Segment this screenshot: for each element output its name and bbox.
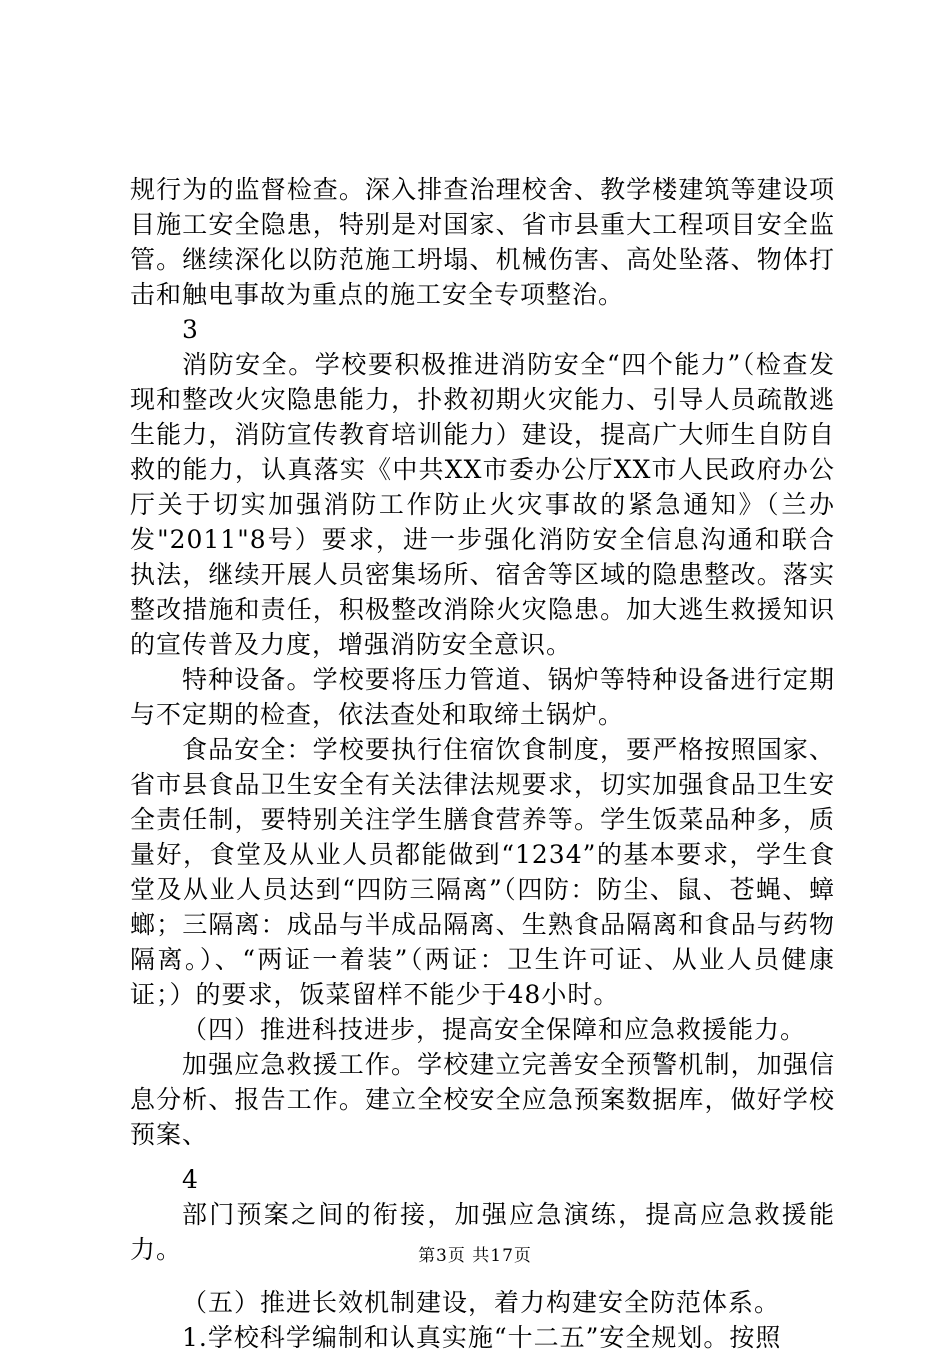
paragraph-emergency-drills: 部门预案之间的衔接，加强应急演练，提高应急救援能力。 bbox=[130, 1200, 835, 1264]
page-footer: 第3页 共17页 bbox=[418, 1246, 532, 1266]
paragraph-emergency-rescue: 加强应急救援工作。学校建立完善安全预警机制，加强信息分析、报告工作。建立全校安全应急预案数据库，做好学校预案、 bbox=[130, 1050, 835, 1149]
paragraph-food-safety: 食品安全：学校要执行住宿饮食制度，要严格按照国家、省市县食品卫生安全有关法律法规要求，切实加强食品卫生安全责任制，要特别关注学生膳食营养等。学生饭菜品种多，质量好，食堂及从业人员都能做到“1234”的基本要求，学生食堂及从业人员达到“四防三隔离”（四防：防尘、鼠、苍蝇、蟑螂；三隔离：成品与半成品隔离、生熟食品隔离和食品与药物隔离。）、“两证一着装”（两证：卫生许可证、从业人员健康证；）的要求，饭菜留样不能少于48小时。 bbox=[130, 735, 835, 1009]
document-body bbox=[130, 172, 835, 1355]
source-page-marker: 4 bbox=[182, 1165, 199, 1194]
paragraph-safety-planning: 1.学校科学编制和认真实施“十二五”安全规划。按照 bbox=[182, 1323, 782, 1352]
section-heading-4: （四）推进科技进步，提高安全保障和应急救援能力。 bbox=[182, 1015, 807, 1044]
paragraph-construction-safety: 规行为的监督检查。深入排查治理校舍、教学楼建筑等建设项目施工安全隐患，特别是对国家、省市县重大工程项目安全监管。继续深化以防范施工坍塌、机械伤害、高处坠落、物体打击和触电事故为重点的施工安全专项整治。 bbox=[130, 175, 835, 309]
paragraph-special-equipment: 特种设备。学校要将压力管道、锅炉等特种设备进行定期与不定期的检查，依法查处和取缔土锅炉。 bbox=[130, 665, 835, 729]
source-page-marker: 3 bbox=[182, 315, 199, 344]
section-heading-5: （五）推进长效机制建设，着力构建安全防范体系。 bbox=[182, 1288, 781, 1317]
paragraph-fire-safety: 消防安全。学校要积极推进消防安全“四个能力”（检查发现和整改火灾隐患能力，扑救初期火灾能力、引导人员疏散逃生能力，消防宣传教育培训能力）建设，提高广大师生自防自救的能力，认真落实《中共XX市委办公厅XX市人民政府办公厅关于切实加强消防工作防止火灾事故的紧急通知》（兰办发"2011"8号）要求，进一步强化消防安全信息沟通和联合执法，继续开展人员密集场所、宿舍等区域的隐患整改。落实整改措施和责任，积极整改消除火灾隐患。加大逃生救援知识的宣传普及力度，增强消防安全意识。 bbox=[130, 350, 835, 659]
